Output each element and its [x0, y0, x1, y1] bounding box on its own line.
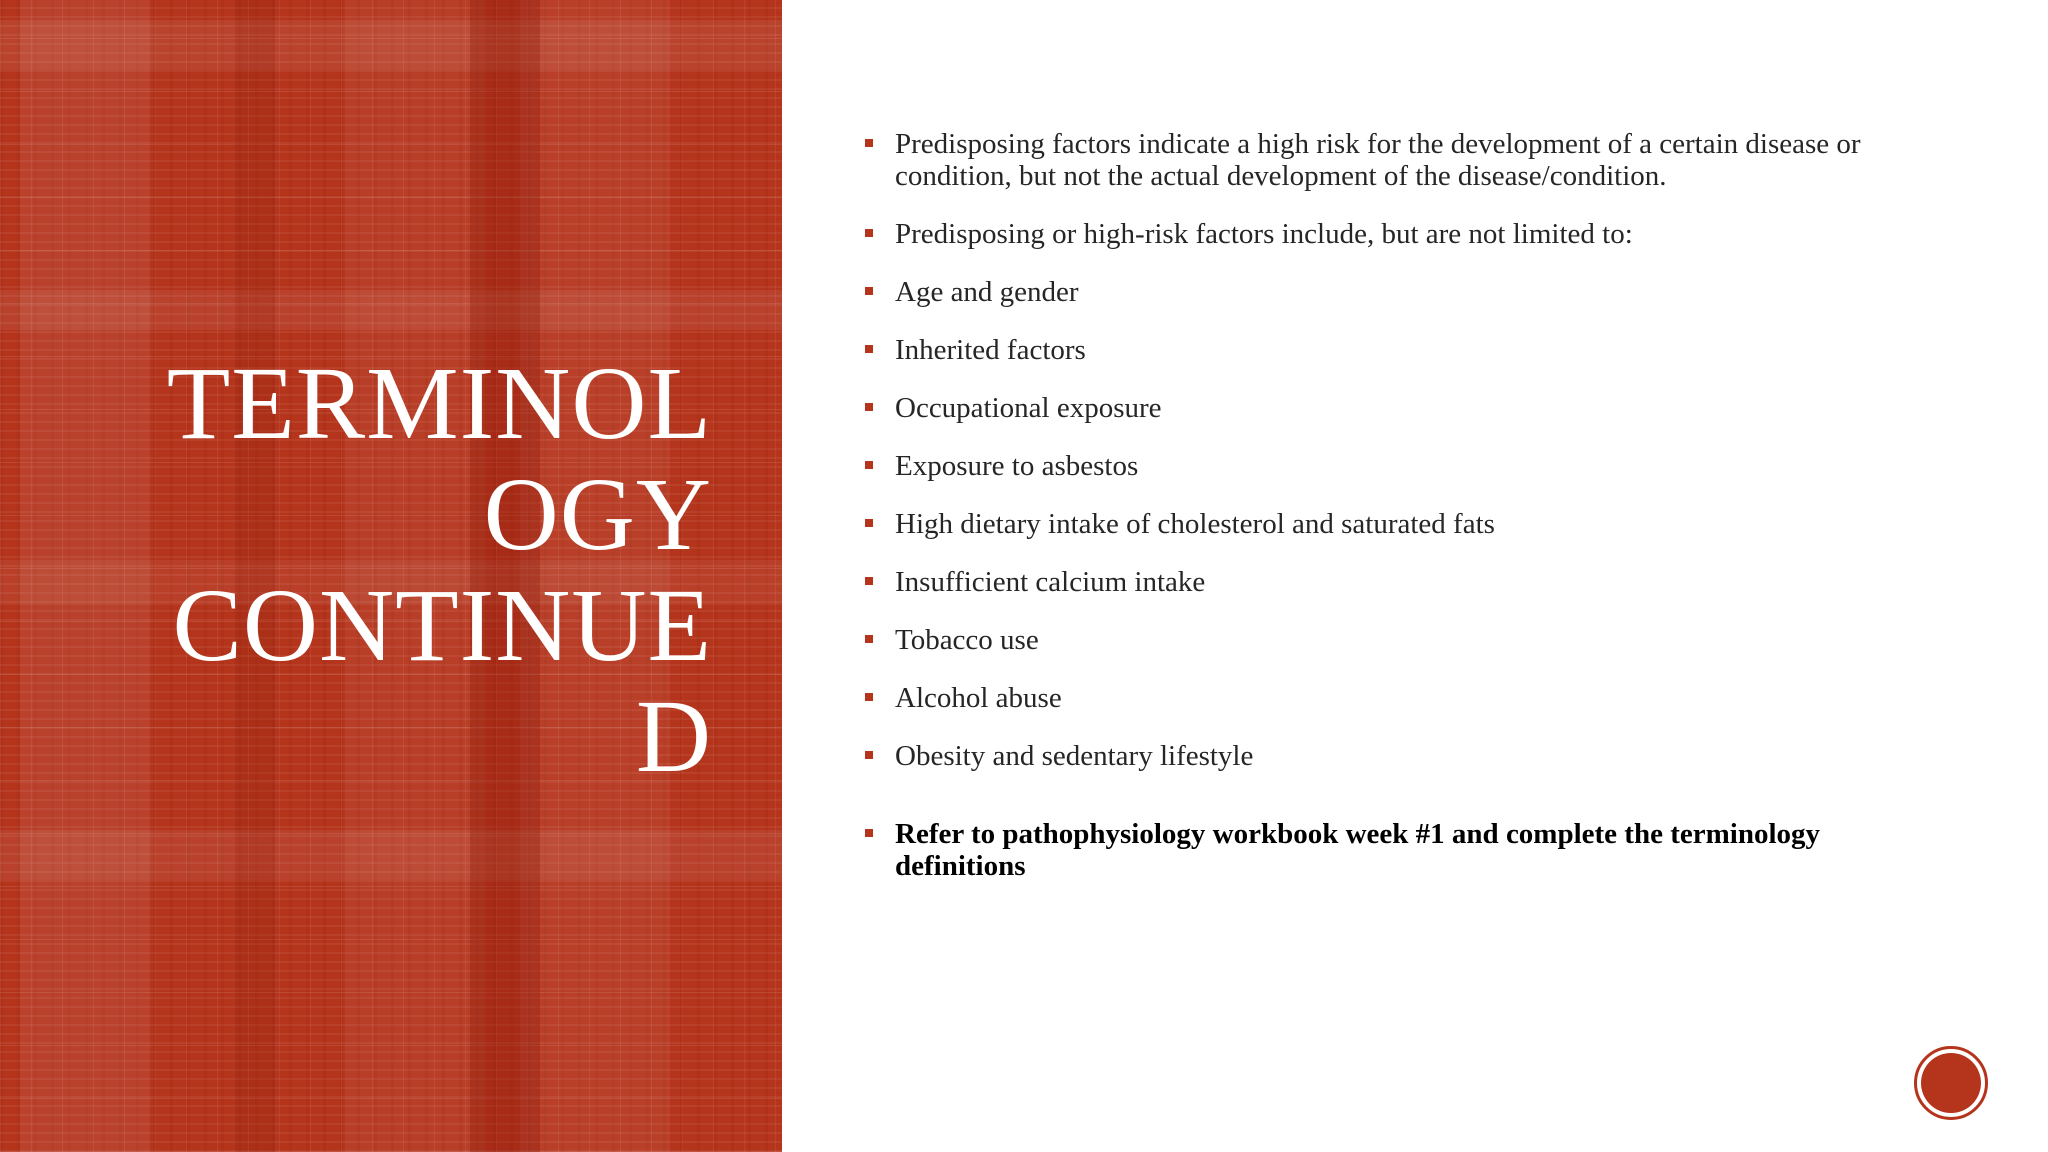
texture: [0, 290, 782, 330]
texture: [0, 830, 782, 880]
square-bullet-icon: [865, 635, 873, 643]
list-item-text: Occupational exposure: [895, 392, 1162, 424]
list-item-text: Insufficient calcium intake: [895, 566, 1206, 598]
circle-icon: [1921, 1053, 1981, 1113]
title-line: CONTINUE: [172, 568, 712, 683]
title-line: OGY: [483, 457, 712, 572]
list-item: [862, 392, 1862, 424]
list-item-text: Age and gender: [895, 276, 1079, 308]
workbook-note: [862, 818, 1862, 882]
list-item-text: Predisposing factors indicate a high risk for the development of a certain disease or condition, but not the actual development of the disease/condition.: [895, 128, 1861, 192]
square-bullet-icon: [865, 751, 873, 759]
list-item-text: Obesity and sedentary lifestyle: [895, 740, 1254, 772]
square-bullet-icon: [865, 519, 873, 527]
list-item-text: Predisposing or high-risk factors include, but are not limited to:: [895, 218, 1633, 250]
square-bullet-icon: [865, 287, 873, 295]
note-text: Refer to pathophysiology workbook week #1 and complete the terminology definitions: [895, 818, 1821, 882]
list-item-text: Inherited factors: [895, 334, 1086, 366]
list-item-text: Exposure to asbestos: [895, 450, 1139, 482]
title-line: TERMINOL: [166, 346, 712, 461]
texture: [0, 20, 782, 70]
list-item: [862, 334, 1862, 366]
list-item: [862, 566, 1862, 598]
list-item: [862, 740, 1862, 772]
list-item: [862, 276, 1862, 308]
square-bullet-icon: [865, 345, 873, 353]
list-item: [862, 682, 1862, 714]
title-panel: [0, 0, 782, 1152]
title-line: D: [635, 679, 712, 794]
square-bullet-icon: [865, 229, 873, 237]
square-bullet-icon: [865, 577, 873, 585]
list-item: [862, 218, 1862, 250]
list-item: [862, 450, 1862, 482]
list-item-text: Tobacco use: [895, 624, 1039, 656]
slide-nav-button[interactable]: [1914, 1046, 1988, 1120]
square-bullet-icon: [865, 461, 873, 469]
slide-title: [60, 348, 712, 792]
square-bullet-icon: [865, 403, 873, 411]
square-bullet-icon: [865, 693, 873, 701]
square-bullet-icon: [865, 139, 873, 147]
list-item: [862, 624, 1862, 656]
square-bullet-icon: [865, 829, 873, 837]
bullet-list: [862, 128, 1862, 882]
list-item: [862, 128, 1862, 192]
list-item-text: Alcohol abuse: [895, 682, 1062, 714]
list-item: [862, 508, 1862, 540]
list-item-text: High dietary intake of cholesterol and saturated fats: [895, 508, 1495, 540]
content-area: [862, 128, 1862, 908]
